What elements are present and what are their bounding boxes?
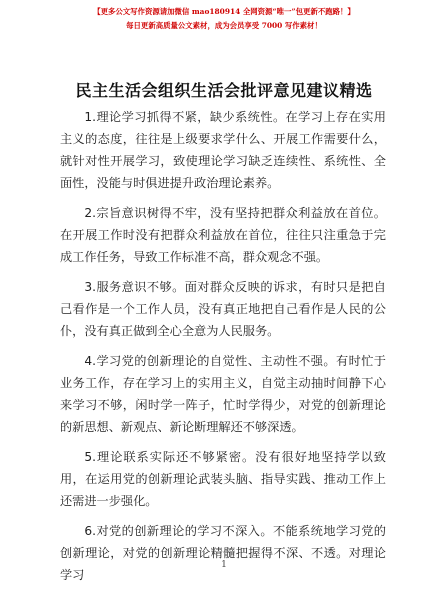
paragraph-6: 6.对党的创新理论的学习不深入。不能系统地学习党的创新理论，对党的创新理论精髓把握得不深、不透。对理论学习 (60, 524, 386, 582)
promo-banner-line-2: 每日更新高质量公文素材，成为会员享受 7000 写作素材！ (126, 21, 322, 30)
promo-banner-line-1: 【更多公文写作资源请加微信 mao180914 全网资源“唯一”包更新不跑路！】 (93, 7, 355, 16)
document-title: 民主生活会组织生活会批评意见建议精选 (75, 81, 373, 100)
paragraph-1: 1.理论学习抓得不紧，缺少系统性。在学习上存在实用主义的态度，往往是上级要求学什么、开展工作需要什么，就针对性开展学习，致使理论学习缺乏连续性、系统性、全面性，没能与时俱进提升政治理论素养。 (60, 110, 386, 190)
paragraph-4: 4.学习党的创新理论的自觉性、主动性不强。有时忙于业务工作，存在学习上的实用主义，自觉主动抽时间静下心来学习不够，闲时学一阵子，忙时学得少，对党的创新理论的新思想、新观点、新论断理解还不够深透。 (60, 354, 386, 434)
document-body (60, 106, 386, 594)
paragraph-3: 3.服务意识不够。面对群众反映的诉求，有时只是把自己看作是一个工作人员，没有真正地把自己看作是人民的公仆，没有真正做到全心全意为人民服务。 (60, 280, 386, 338)
paragraph-5: 5.理论联系实际还不够紧密。没有很好地坚持学以致用，在运用党的创新理论武装头脑、指导实践、推动工作上还需进一步强化。 (60, 450, 386, 508)
page-number: 1 (221, 560, 227, 570)
paragraph-2: 2.宗旨意识树得不牢，没有坚持把群众利益放在首位。在开展工作时没有把群众利益放在首位，往往只注重急于完成工作任务，导致工作标准不高，群众观念不强。 (60, 206, 386, 264)
promo-banner (0, 6, 448, 32)
